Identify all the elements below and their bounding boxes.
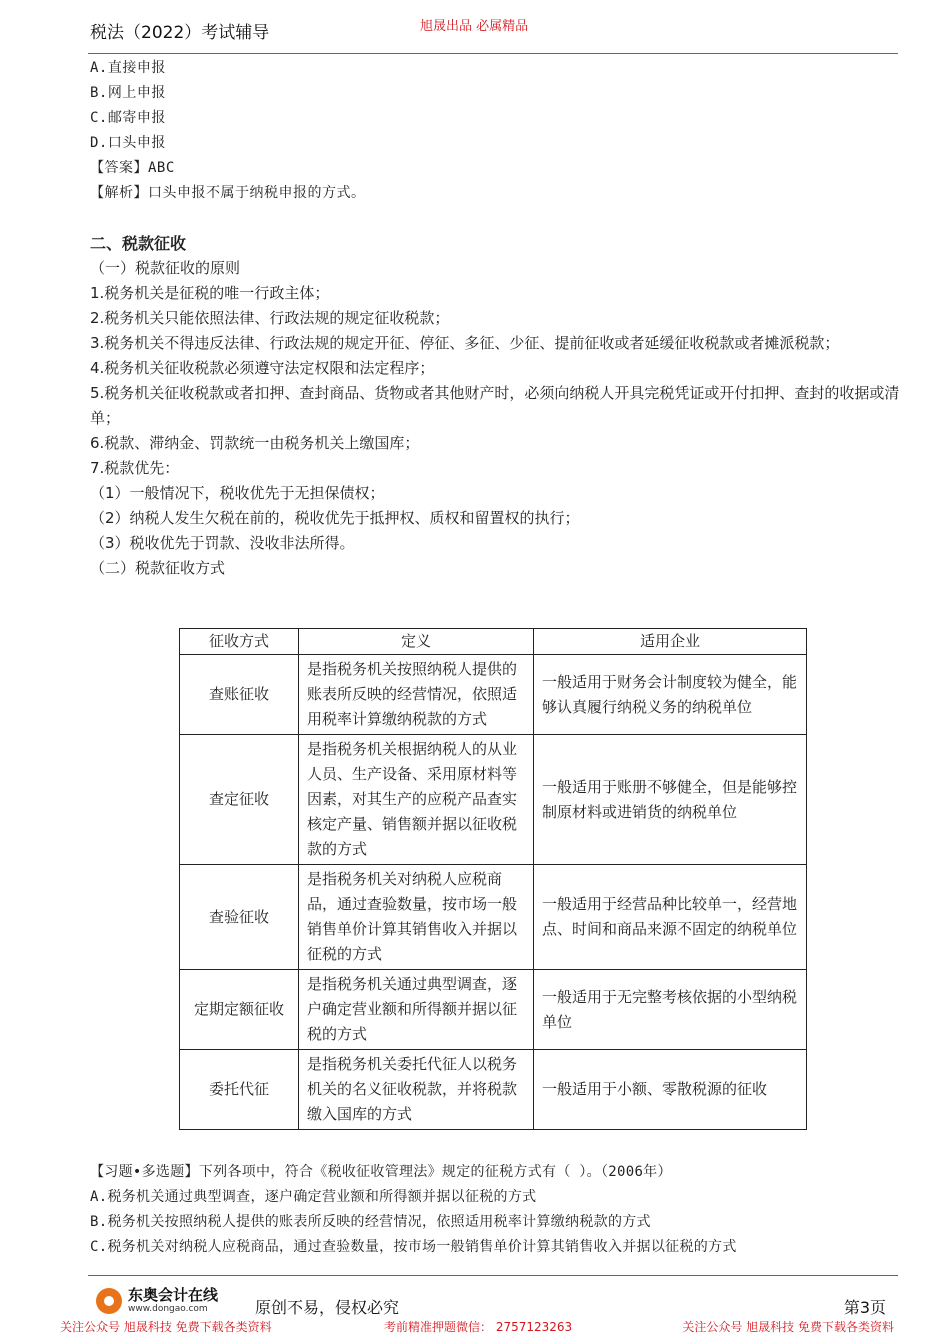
- principle-subitem: （1）一般情况下，税收优先于无担保债权；: [90, 484, 385, 502]
- exercise-block: [90, 1160, 900, 1260]
- logo-mark-icon: [96, 1288, 122, 1314]
- header-divider: [88, 53, 898, 54]
- collection-methods-table: [179, 628, 807, 1130]
- exercise-option-a: A.税务机关通过典型调查，逐户确定营业额和所得额并据以征税的方式: [90, 1189, 537, 1205]
- method-cell: 查定征收: [180, 735, 299, 865]
- applicable-cell: 一般适用于账册不够健全，但是能够控制原材料或进销货的纳税单位: [534, 735, 807, 865]
- applicable-cell: 一般适用于经营品种比较单一，经营地点、时间和商品来源不固定的纳税单位: [534, 865, 807, 970]
- method-cell: 定期定额征收: [180, 970, 299, 1050]
- method-cell: 查账征收: [180, 655, 299, 735]
- principle-subitem: （2）纳税人发生欠税在前的，税收优先于抵押权、质权和留置权的执行；: [90, 509, 580, 527]
- principle-item: 7.税款优先：: [90, 459, 180, 477]
- document-body: [90, 56, 900, 581]
- table-row: [180, 655, 807, 735]
- option-b: B.网上申报: [90, 85, 166, 101]
- definition-cell: 是指税务机关根据纳税人的从业人员、生产设备、采用原材料等因素，对其生产的应税产品查实核定产量、销售额并据以征收税款的方式: [299, 735, 534, 865]
- header-method: 征收方式: [180, 629, 299, 655]
- header-slogan: 旭晟出品 必属精品: [420, 19, 529, 34]
- applicable-cell: 一般适用于小额、零散税源的征收: [534, 1050, 807, 1130]
- footer-ad-middle: 考前精准押题微信： 2757123263: [384, 1320, 573, 1334]
- exercise-option-b: B.税务机关按照纳税人提供的账表所反映的经营情况，依照适用税率计算缴纳税款的方式: [90, 1214, 651, 1230]
- table-header-row: [180, 629, 807, 655]
- subsection-title: （一）税款征收的原则: [90, 259, 241, 277]
- option-a: A.直接申报: [90, 60, 166, 76]
- analysis: 【解析】口头申报不属于纳税申报的方式。: [90, 185, 366, 201]
- logo-brand: 东奥会计在线: [128, 1286, 219, 1304]
- option-c: C.邮寄申报: [90, 110, 166, 126]
- principle-item: 3.税务机关不得违反法律、行政法规的规定开征、停征、多征、少征、提前征收或者延缓征收税款或者摊派税款；: [90, 334, 840, 352]
- definition-cell: 是指税务机关委托代征人以税务机关的名义征收税款，并将税款缴入国库的方式: [299, 1050, 534, 1130]
- principle-item: 5.税务机关征收税款或者扣押、查封商品、货物或者其他财产时，必须向纳税人开具完税凭证或开付扣押、查封的收据或清单；: [90, 384, 900, 427]
- footer-ad-right: 关注公众号 旭晟科技 免费下载各类资料: [682, 1320, 894, 1334]
- table-row: [180, 735, 807, 865]
- table-row: [180, 1050, 807, 1130]
- footer-ad-left: 关注公众号 旭晟科技 免费下载各类资料: [60, 1320, 272, 1334]
- copyright-notice: 原创不易，侵权必究: [255, 1298, 400, 1317]
- spacer: [90, 206, 900, 231]
- definition-cell: 是指税务机关按照纳税人提供的账表所反映的经营情况，依照适用税率计算缴纳税款的方式: [299, 655, 534, 735]
- applicable-cell: 一般适用于无完整考核依据的小型纳税单位: [534, 970, 807, 1050]
- principle-subitem: （3）税收优先于罚款、没收非法所得。: [90, 534, 355, 552]
- method-cell: 查验征收: [180, 865, 299, 970]
- logo-url: www.dongao.com: [128, 1304, 208, 1314]
- principle-item: 6.税款、滞纳金、罚款统一由税务机关上缴国库；: [90, 434, 420, 452]
- header-definition: 定义: [299, 629, 534, 655]
- principle-item: 1.税务机关是征税的唯一行政主体；: [90, 284, 330, 302]
- footer-divider: [88, 1275, 898, 1276]
- definition-cell: 是指税务机关对纳税人应税商品，通过查验数量，按市场一般销售单价计算其销售收入并据以征税的方式: [299, 865, 534, 970]
- exercise-option-c: C.税务机关对纳税人应税商品，通过查验数量，按市场一般销售单价计算其销售收入并据以征税的方式: [90, 1239, 737, 1255]
- option-d: D.口头申报: [90, 135, 166, 151]
- definition-cell: 是指税务机关通过典型调查，逐户确定营业额和所得额并据以征税的方式: [299, 970, 534, 1050]
- page-number: 第3页: [843, 1298, 886, 1317]
- section-title: 二、税款征收: [90, 234, 187, 253]
- method-cell: 委托代征: [180, 1050, 299, 1130]
- principle-item: 4.税务机关征收税款必须遵守法定权限和法定程序；: [90, 359, 435, 377]
- principle-item: 2.税务机关只能依照法律、行政法规的规定征收税款；: [90, 309, 450, 327]
- answer: 【答案】ABC: [90, 160, 175, 176]
- header-applicable: 适用企业: [534, 629, 807, 655]
- table-row: [180, 865, 807, 970]
- applicable-cell: 一般适用于财务会计制度较为健全，能够认真履行纳税义务的纳税单位: [534, 655, 807, 735]
- exercise-question: 【习题•多选题】下列各项中，符合《税收征收管理法》规定的征税方式有（ ）。（2006年）: [90, 1164, 672, 1180]
- subsection-title: （二）税款征收方式: [90, 559, 226, 577]
- dongao-logo: [92, 1282, 242, 1322]
- table-row: [180, 970, 807, 1050]
- document-header-title: 税法（2022）考试辅导: [90, 23, 270, 43]
